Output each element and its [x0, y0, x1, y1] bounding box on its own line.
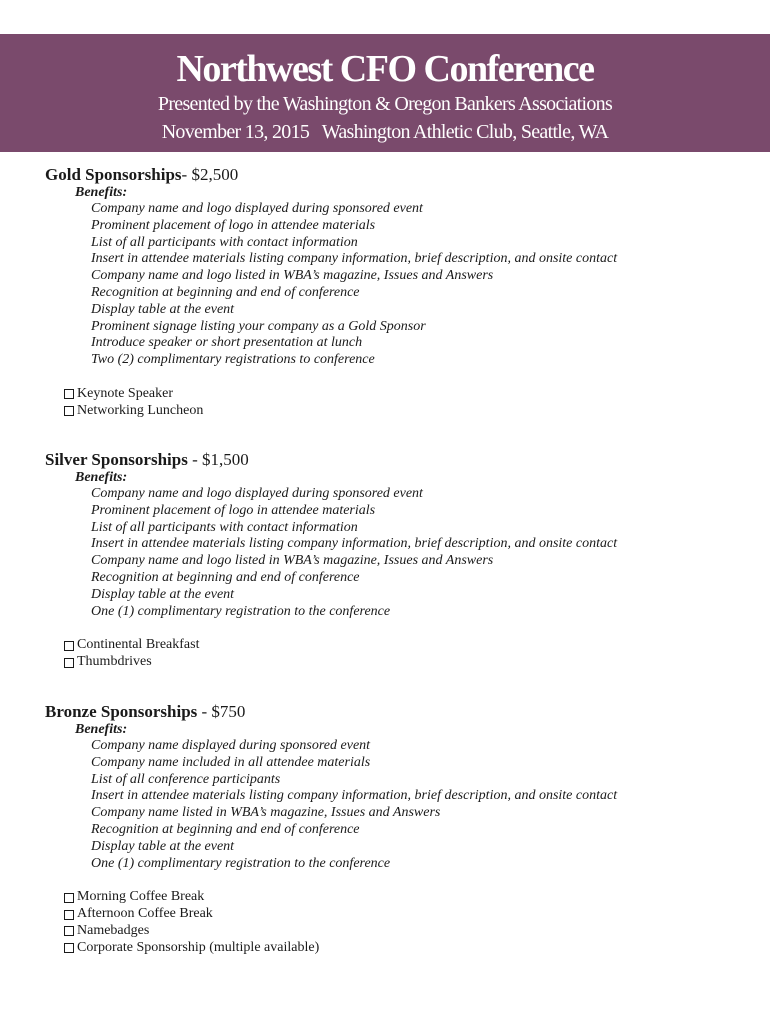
- benefits-label: Benefits:: [75, 185, 128, 200]
- option-namebadges[interactable]: [64, 923, 745, 940]
- benefit-item: Insert in attendee materials listing company information, brief description, and onsite contact: [91, 251, 618, 267]
- checkbox-icon[interactable]: [64, 389, 74, 399]
- checkbox-icon[interactable]: [64, 926, 74, 936]
- benefit-item: Company name and logo listed in WBA’s magazine, Issues and Answers: [91, 553, 494, 569]
- benefit-item: Display table at the event: [91, 301, 235, 317]
- option-label: Afternoon Coffee Break: [77, 906, 213, 922]
- silver-sponsorship-section: [45, 450, 745, 671]
- option-label: Keynote Speaker: [77, 385, 174, 401]
- benefit-item: Prominent signage listing your company as a Gold Sponsor: [91, 318, 426, 334]
- sponsorship-options: [45, 637, 745, 671]
- checkbox-icon[interactable]: [64, 893, 74, 903]
- section-heading: [45, 450, 745, 470]
- benefits-list: [45, 201, 745, 369]
- benefits-label: Benefits:: [75, 470, 128, 485]
- checkbox-icon[interactable]: [64, 658, 74, 668]
- option-label: Namebadges: [77, 922, 150, 938]
- benefits-label: Benefits:: [75, 722, 128, 737]
- benefit-item: Insert in attendee materials listing company information, brief description, and onsite contact: [91, 788, 618, 804]
- gold-sponsorship-section: [45, 165, 745, 420]
- bronze-sponsorship-section: [45, 702, 745, 957]
- option-keynote-speaker[interactable]: [64, 386, 745, 403]
- checkbox-icon[interactable]: [64, 406, 74, 416]
- header-banner: [0, 34, 770, 152]
- benefit-item: Introduce speaker or short presentation at lunch: [91, 335, 363, 351]
- benefit-item: List of all participants with contact information: [91, 519, 358, 535]
- benefit-item: Company name and logo displayed during sponsored event: [91, 201, 423, 216]
- option-label: Corporate Sponsorship (multiple available): [77, 939, 320, 955]
- section-price: - $750: [197, 702, 246, 721]
- conference-subtitle: Presented by the Washington & Oregon Bankers Associations: [157, 93, 613, 115]
- benefit-item: Display table at the event: [91, 838, 235, 854]
- benefit-item: Recognition at beginning and end of conference: [91, 569, 360, 585]
- benefit-item: Insert in attendee materials listing company information, brief description, and onsite contact: [91, 536, 618, 552]
- conference-date: November 13, 2015: [161, 121, 310, 143]
- benefit-item: Recognition at beginning and end of conference: [91, 821, 360, 837]
- benefit-item: List of all conference participants: [91, 771, 281, 787]
- section-name: Silver Sponsorships: [45, 450, 188, 469]
- sponsorship-options: [45, 386, 745, 420]
- benefit-item: Prominent placement of logo in attendee materials: [91, 217, 376, 233]
- benefit-item: One (1) complimentary registration to the conference: [91, 855, 391, 871]
- benefit-item: Company name listed in WBA’s magazine, Issues and Answers: [91, 805, 441, 821]
- checkbox-icon[interactable]: [64, 910, 74, 920]
- option-thumbdrives[interactable]: [64, 654, 745, 671]
- option-label: Networking Luncheon: [77, 402, 204, 418]
- sponsorship-options: [45, 889, 745, 956]
- benefits-list: [45, 486, 745, 620]
- benefit-item: Company name included in all attendee materials: [91, 754, 371, 770]
- section-name: Gold Sponsorships: [45, 165, 182, 184]
- option-label: Continental Breakfast: [77, 637, 200, 653]
- benefits-list: [45, 738, 745, 872]
- conference-title: Northwest CFO Conference: [176, 48, 594, 90]
- section-heading: [45, 165, 745, 185]
- benefit-item: Company name and logo displayed during sponsored event: [91, 486, 423, 501]
- conference-venue: Washington Athletic Club, Seattle, WA: [321, 121, 609, 143]
- option-label: Morning Coffee Break: [77, 889, 205, 905]
- benefit-item: Company name and logo listed in WBA’s magazine, Issues and Answers: [91, 268, 494, 284]
- option-label: Thumbdrives: [77, 654, 152, 670]
- section-price: - $1,500: [187, 450, 249, 469]
- section-price: - $2,500: [181, 165, 239, 184]
- option-corporate-sponsorship[interactable]: [64, 940, 745, 957]
- benefit-item: List of all participants with contact information: [91, 234, 358, 250]
- option-morning-coffee-break[interactable]: [64, 889, 745, 906]
- checkbox-icon[interactable]: [64, 641, 74, 651]
- option-networking-luncheon[interactable]: [64, 403, 745, 420]
- section-heading: [45, 702, 745, 722]
- option-afternoon-coffee-break[interactable]: [64, 906, 745, 923]
- benefit-item: Company name displayed during sponsored event: [91, 738, 371, 753]
- benefit-item: Display table at the event: [91, 586, 235, 602]
- benefit-item: Prominent placement of logo in attendee materials: [91, 502, 376, 518]
- conference-dateline: [0, 119, 770, 145]
- checkbox-icon[interactable]: [64, 943, 74, 953]
- section-name: Bronze Sponsorships: [45, 702, 198, 721]
- benefit-item: One (1) complimentary registration to the conference: [91, 603, 391, 619]
- benefit-item: Recognition at beginning and end of conference: [91, 284, 360, 300]
- benefit-item: Two (2) complimentary registrations to conference: [91, 352, 375, 368]
- option-continental-breakfast[interactable]: [64, 637, 745, 654]
